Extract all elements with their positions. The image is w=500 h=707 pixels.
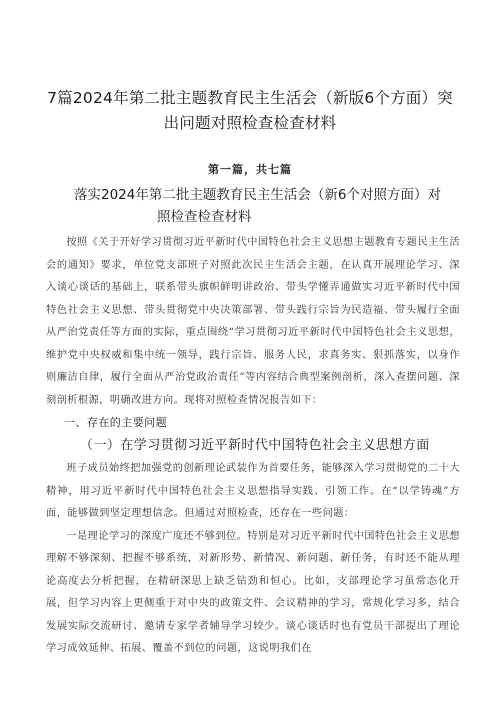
body-paragraph: 班子成员始终把加强党的创新理论武装作为首要任务，能够深入学习贯彻党的二十大精神，用习近平新时代中国特色社会主义思想指导实践、引领工作。在“以学铸魂”方面，能够做到坚定理想信念。但通过对照检查，还存在一些问题： — [46, 463, 460, 519]
document-title: 7篇2024年第二批主题教育民主生活会（新版6个方面）突出问题对照检查检查材料 — [47, 89, 453, 132]
body-paragraph: 一是理论学习的深度广度还不够到位。特别是对习近平新时代中国特色社会主义思想理解不够深刻、把握不够系统，对新形势、新情况、新问题、新任务，有时还不能从理论高度去分析把握，在精研深思上缺乏钻劲和恒心。比如，支部理论学习虽常态化开展，但学习内容上更侧重于对中央的政策文件、会议精神的学习，常规化学习多，结合发展实际交流研讨、邀请专家学者辅导学习较少。谈心谈话时也有党员干部提出了理论学习成效延伸、拓展、覆盖不到位的问题，这说明我们在 — [46, 530, 460, 654]
heading-study-thought: （一）在学习贯彻习近平新时代中国特色社会主义思想方面 — [80, 438, 430, 453]
intro-paragraph: 按照《关于开好学习贯彻习近平新时代中国特色社会主义思想主题教育专题民主生活会的通知》要求，单位党支部班子对照此次民主生活会主题，在认真开展理论学习、深入谈心谈话的基础上，联系带头旗帜鲜明讲政治、带头学懂弄通做实习近平新时代中国特色社会主义思想、带头贯彻党中央决策部署、带头践行宗旨为民造福、带头履行全面从严治党责任等方面的实际，重点围绕“学习贯彻习近平新时代中国特色社会主义思想，维护党中央权威和集中统一领导，践行宗旨、服务人民，求真务实、狠抓落实，以身作则廉洁自律，履行全面从严治党政治责任”等内容结合典型案例剖析，深入查摆问题、深刻剖析根源，明确改进方向。现将对照检查情况报告如下： — [46, 237, 460, 406]
heading-main-problems: 一、存在的主要问题 — [64, 416, 168, 429]
section-title — [74, 184, 454, 228]
chapter-label: 第一篇，共七篇 — [208, 163, 292, 176]
section-title-line-1: 落实2024年第二批主题教育民主生活会（新6个对照方面）对 — [74, 187, 441, 203]
document-body — [46, 232, 460, 661]
section-title-line-2: 照检查检查材料 — [157, 209, 252, 225]
